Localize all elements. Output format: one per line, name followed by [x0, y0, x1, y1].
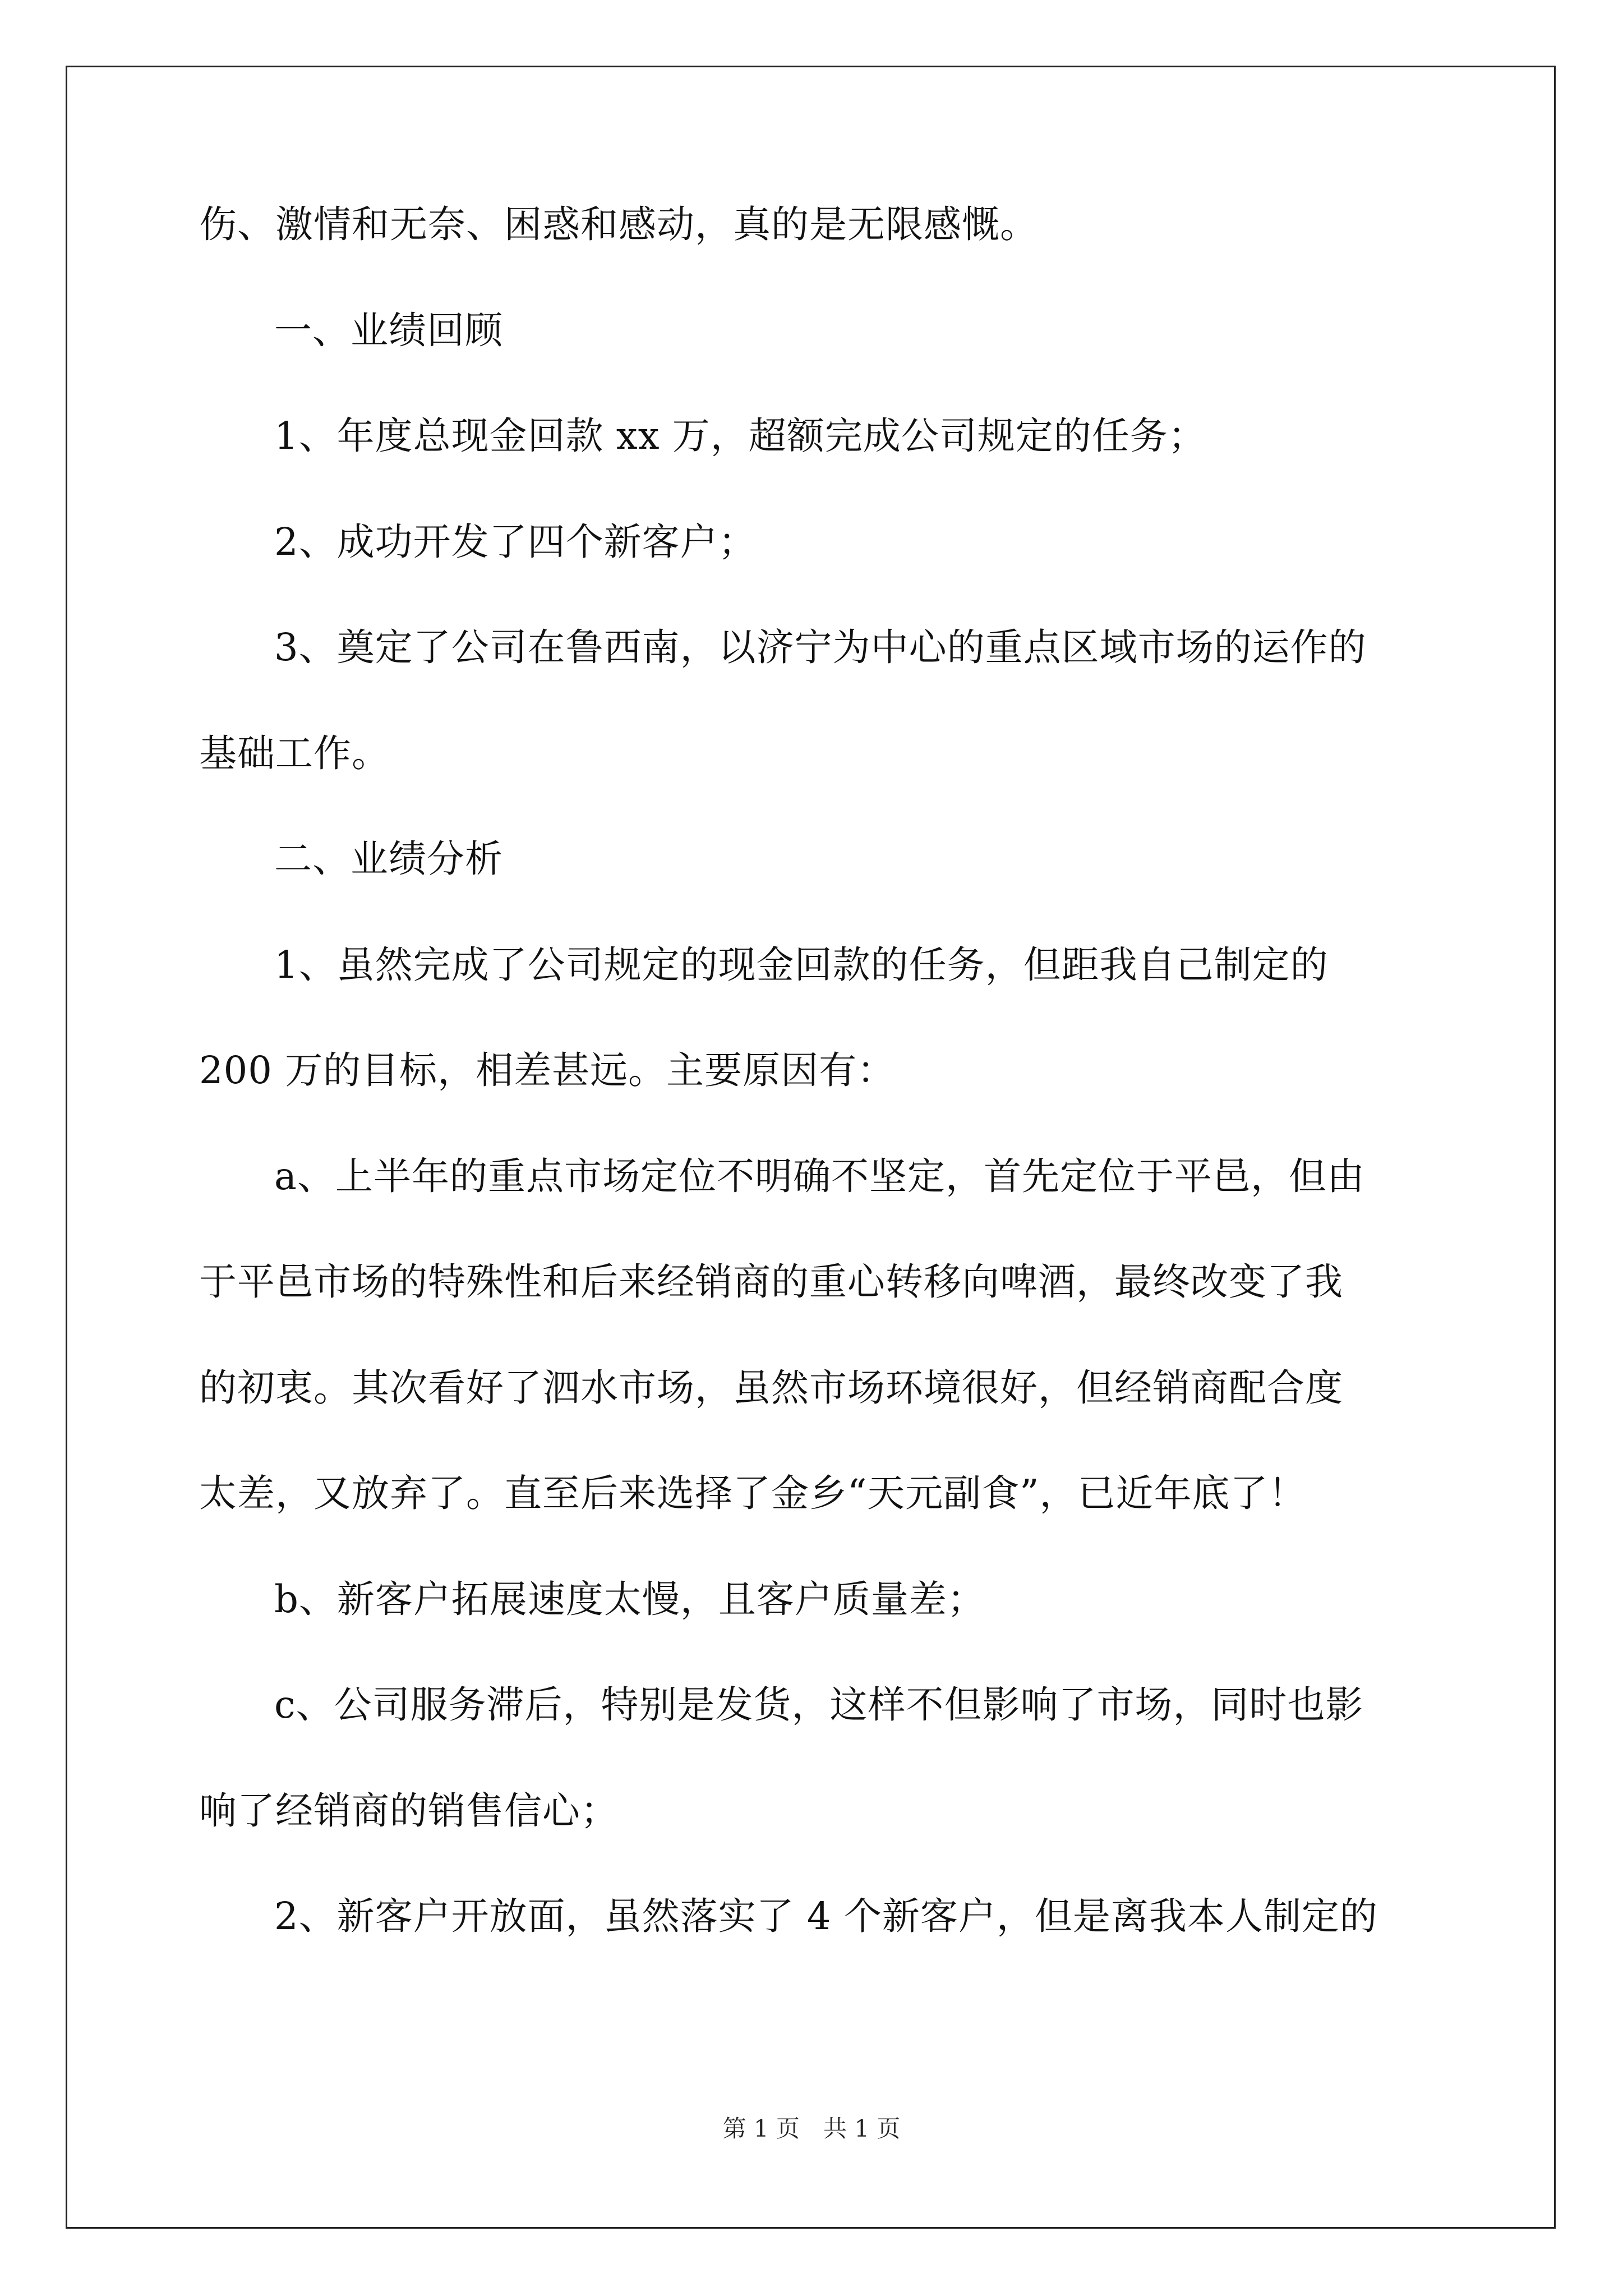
text-line: 1、虽然完成了公司规定的现金回款的任务，但距我自己制定的: [274, 942, 1329, 987]
text-line: 2、成功开发了四个新客户；: [274, 519, 757, 564]
text-line: 于平邑市场的特殊性和后来经销商的重心转移向啤酒，最终改变了我: [199, 1260, 1343, 1304]
text-line: b、新客户拓展速度太慢，且客户质量差；: [274, 1577, 985, 1621]
text-line: 伤、激情和无奈、困惑和感动，真的是无限感慨。: [199, 203, 1038, 246]
text-line: 200 万的目标，相差甚远。主要原因有：: [199, 1048, 896, 1092]
text-line: 一、业绩回顾: [274, 308, 503, 352]
page-footer: 第 1 页 共 1 页: [722, 2115, 901, 2142]
text-line: a、上半年的重点市场定位不明确不坚定，首先定位于平邑，但由: [274, 1154, 1365, 1198]
text-line: 的初衷。其次看好了泗水市场，虽然市场环境很好，但经销商配合度: [199, 1365, 1343, 1410]
text-line: 2、新客户开放面，虽然落实了 4 个新客户，但是离我本人制定的: [274, 1894, 1378, 1938]
text-line: c、公司服务滞后，特别是发货，这样不但影响了市场，同时也影: [274, 1683, 1364, 1727]
text-line: 太差，又放弃了。直至后来选择了金乡“天元副食”，已近年底了！: [199, 1471, 1307, 1515]
text-line: 二、业绩分析: [274, 837, 503, 881]
text-line: 1、年度总现金回款 xx 万，超额完成公司规定的任务；: [274, 414, 1206, 458]
text-line: 3、奠定了公司在鲁西南，以济宁为中心的重点区域市场的运作的: [274, 625, 1367, 669]
text-line: 响了经销商的销售信心；: [199, 1788, 619, 1833]
text-line: 基础工作。: [199, 731, 390, 775]
